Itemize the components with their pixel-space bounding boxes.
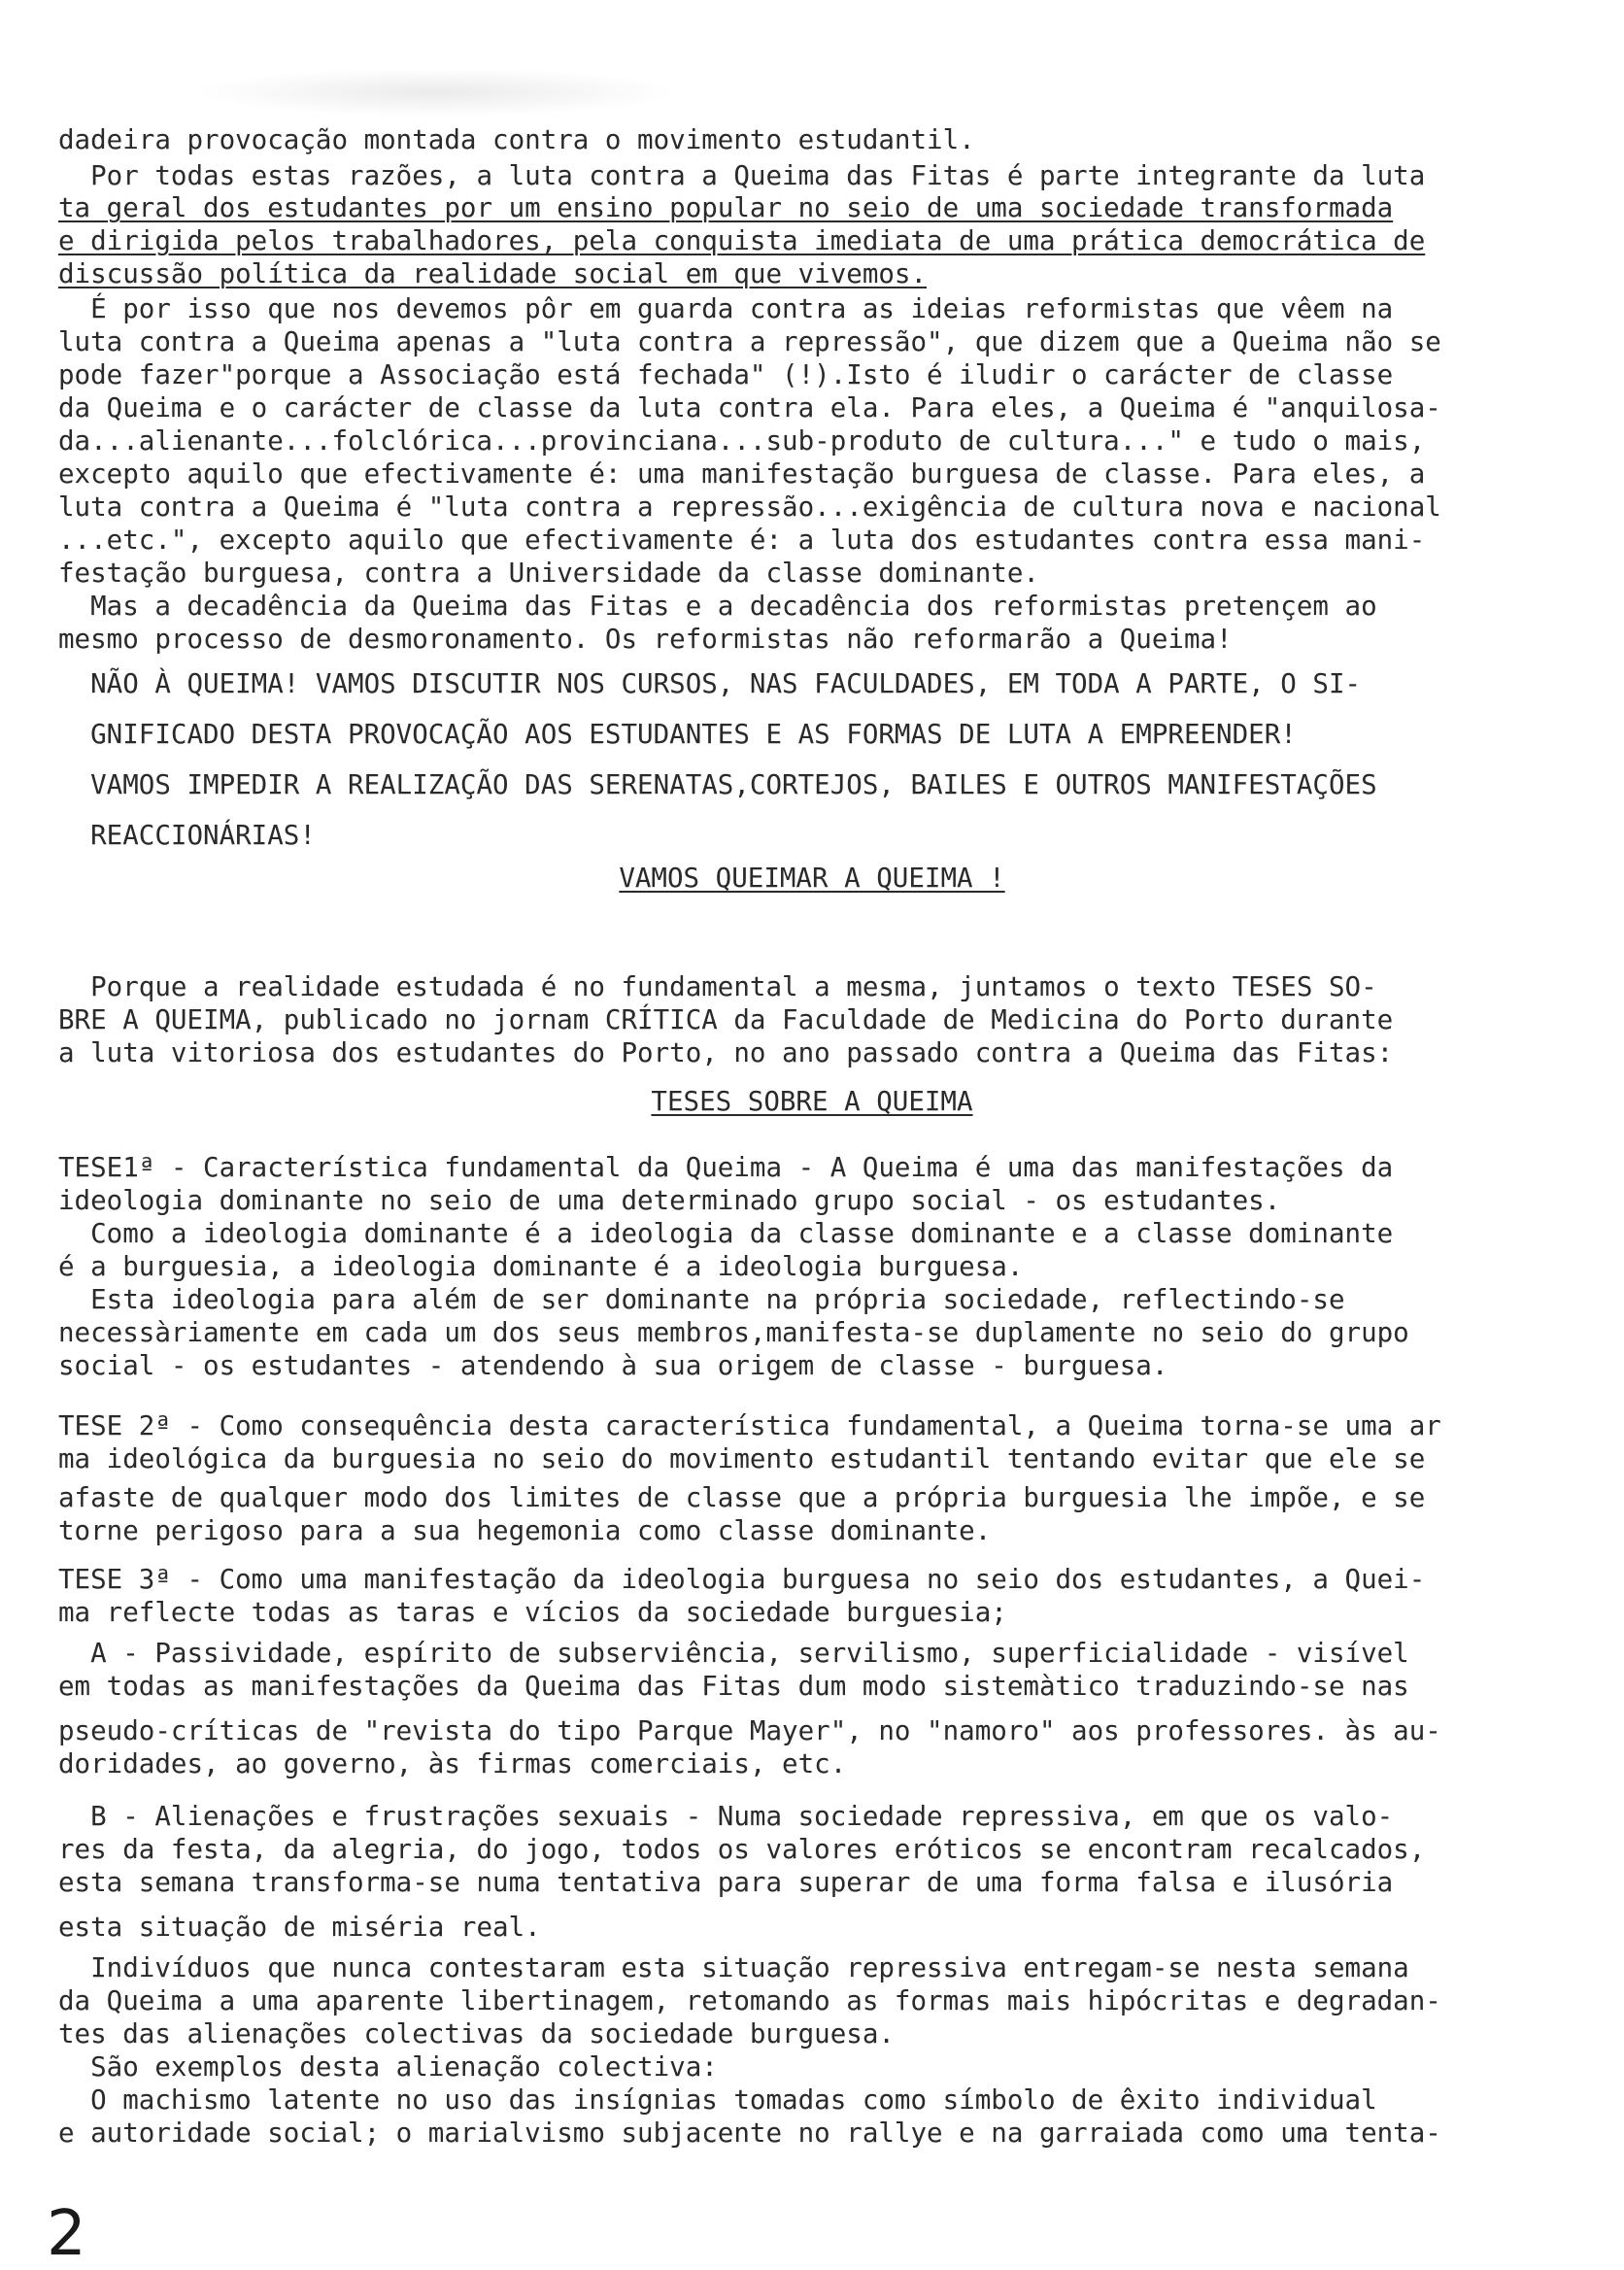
text-line: da Queima e o carácter de classe da luta contra ela. Para eles, a Queima é "anquilosa- [58, 392, 1441, 424]
text-line: São exemplos desta alienação colectiva: [58, 2051, 718, 2083]
text-line: doridades, ao governo, às firmas comerciais, etc. [58, 1748, 847, 1779]
text-line: res da festa, da alegria, do jogo, todos os valores eróticos se encontram recalcados, [58, 1834, 1426, 1865]
text-line: é a burguesia, a ideologia dominante é a ideologia burguesa. [58, 1251, 1024, 1282]
text-line: BRE A QUEIMA, publicado no jornam CRÍTICA da Faculdade de Medicina do Porto durante [58, 1004, 1394, 1035]
text-line: É por isso que nos devemos pôr em guarda contra as ideias reformistas que vêem na [58, 293, 1394, 324]
section-heading: TESES SOBRE A QUEIMA [651, 1086, 973, 1117]
text-line: esta situação de miséria real. [58, 1912, 541, 1943]
text-line: esta semana transforma-se numa tentativa para superar de uma forma falsa e ilusória [58, 1867, 1394, 1898]
thesis-line: TESE1ª - Característica fundamental da Queima - A Queima é uma das manifestações da [58, 1152, 1394, 1183]
text-line: e dirigida pelos trabalhadores, pela conquista imediata de uma prática democrática de [58, 225, 1426, 256]
text-line: A - Passividade, espírito de subserviência, servilismo, superficialidade - visível [58, 1638, 1409, 1669]
text-line: dadeira provocação montada contra o movimento estudantil. [58, 124, 975, 155]
text-line: Por todas estas razões, a luta contra a Queima das Fitas é parte integrante da luta [58, 160, 1426, 191]
text-line: luta contra a Queima é "luta contra a repressão...exigência de cultura nova e nacional [58, 491, 1441, 523]
text-line: Mas a decadência da Queima das Fitas e a decadência dos reformistas pretençem ao [58, 591, 1377, 622]
text-line: festação burguesa, contra a Universidade da classe dominante. [58, 558, 1039, 589]
text-line: Porque a realidade estudada é no fundamental a mesma, juntamos o texto TESES SO- [58, 971, 1377, 1002]
header-smudge [194, 68, 680, 117]
text-line: pode fazer"porque a Associação está fechada" (!).Isto é iludir o carácter de classe [58, 359, 1394, 390]
text-line: B - Alienações e frustrações sexuais - Numa sociedade repressiva, em que os valo- [58, 1801, 1394, 1832]
slogan-line: VAMOS IMPEDIR A REALIZAÇÃO DAS SERENATAS,CORTEJOS, BAILES E OUTROS MANIFESTAÇÕES [58, 769, 1377, 800]
slogan-line: NÃO À QUEIMA! VAMOS DISCUTIR NOS CURSOS, NAS FACULDADES, EM TODA A PARTE, O SI- [58, 668, 1362, 699]
text-line: Indivíduos que nunca contestaram esta situação repressiva entregam-se nesta semana [58, 1952, 1409, 1983]
text-line: e autoridade social; o marialvismo subjacente no rallye e na garraiada como uma tenta- [58, 2118, 1441, 2149]
thesis-line: TESE 3ª - Como uma manifestação da ideologia burguesa no seio dos estudantes, a Quei- [58, 1564, 1426, 1595]
text-line: tes das alienações colectivas da sociedade burguesa. [58, 2018, 895, 2050]
thesis-line: TESE 2ª - Como consequência desta característica fundamental, a Queima torna-se uma ar [58, 1410, 1441, 1441]
text-line: luta contra a Queima apenas a "luta contra a repressão", que dizem que a Queima não se [58, 326, 1441, 357]
text-line: mesmo processo de desmoronamento. Os reformistas não reformarão a Queima! [58, 624, 1233, 655]
text-line: afaste de qualquer modo dos limites de classe que a própria burguesia lhe impõe, e se [58, 1482, 1426, 1513]
text-line: Esta ideologia para além de ser dominante na própria sociedade, reflectindo-se [58, 1284, 1345, 1315]
text-line: Como a ideologia dominante é a ideologia da classe dominante e a classe dominante [58, 1218, 1394, 1249]
text-line: torne perigoso para a sua hegemonia como classe dominante. [58, 1515, 992, 1546]
text-line: social - os estudantes - atendendo à sua origem de classe - burguesa. [58, 1350, 1168, 1381]
slogan-line: REACCIONÁRIAS! [58, 820, 316, 851]
text-line: ma reflecte todas as taras e vícios da sociedade burguesia; [58, 1597, 1007, 1628]
text-line: necessàriamente em cada um dos seus membros,manifesta-se duplamente no seio do grupo [58, 1317, 1409, 1348]
page-number: 2 [47, 2198, 86, 2270]
text-line: em todas as manifestações da Queima das Fitas dum modo sistemàtico traduzindo-se nas [58, 1671, 1409, 1702]
text-line: a luta vitoriosa dos estudantes do Porto, no ano passado contra a Queima das Fitas: [58, 1037, 1394, 1068]
text-line: ideologia dominante no seio de uma determinado grupo social - os estudantes. [58, 1185, 1281, 1216]
text-line: pseudo-críticas de "revista do tipo Parque Mayer", no "namoro" aos professores. às au- [58, 1715, 1441, 1746]
text-line: discussão política da realidade social em que vivemos. [58, 258, 928, 289]
text-line: da Queima a uma aparente libertinagem, retomando as formas mais hipócritas e degradan- [58, 1985, 1441, 2016]
text-line: ...etc.", excepto aquilo que efectivamente é: a luta dos estudantes contra essa mani- [58, 525, 1426, 556]
text-line: da...alienante...folclórica...provinciana...sub-produto de cultura..." e tudo o mais, [58, 425, 1426, 457]
slogan-line: GNIFICADO DESTA PROVOCAÇÃO AOS ESTUDANTES E AS FORMAS DE LUTA A EMPREENDER! [58, 719, 1297, 750]
text-line: excepto aquilo que efectivamente é: uma manifestação burguesa de classe. Para eles, a [58, 458, 1426, 490]
text-line: ta geral dos estudantes por um ensino popular no seio de uma sociedade transformada [58, 192, 1394, 223]
text-line: ma ideológica da burguesia no seio do movimento estudantil tentando evitar que ele se [58, 1443, 1426, 1474]
slogan-heading: VAMOS QUEIMAR A QUEIMA ! [619, 863, 1005, 894]
text-line: O machismo latente no uso das insígnias tomadas como símbolo de êxito individual [58, 2084, 1377, 2116]
